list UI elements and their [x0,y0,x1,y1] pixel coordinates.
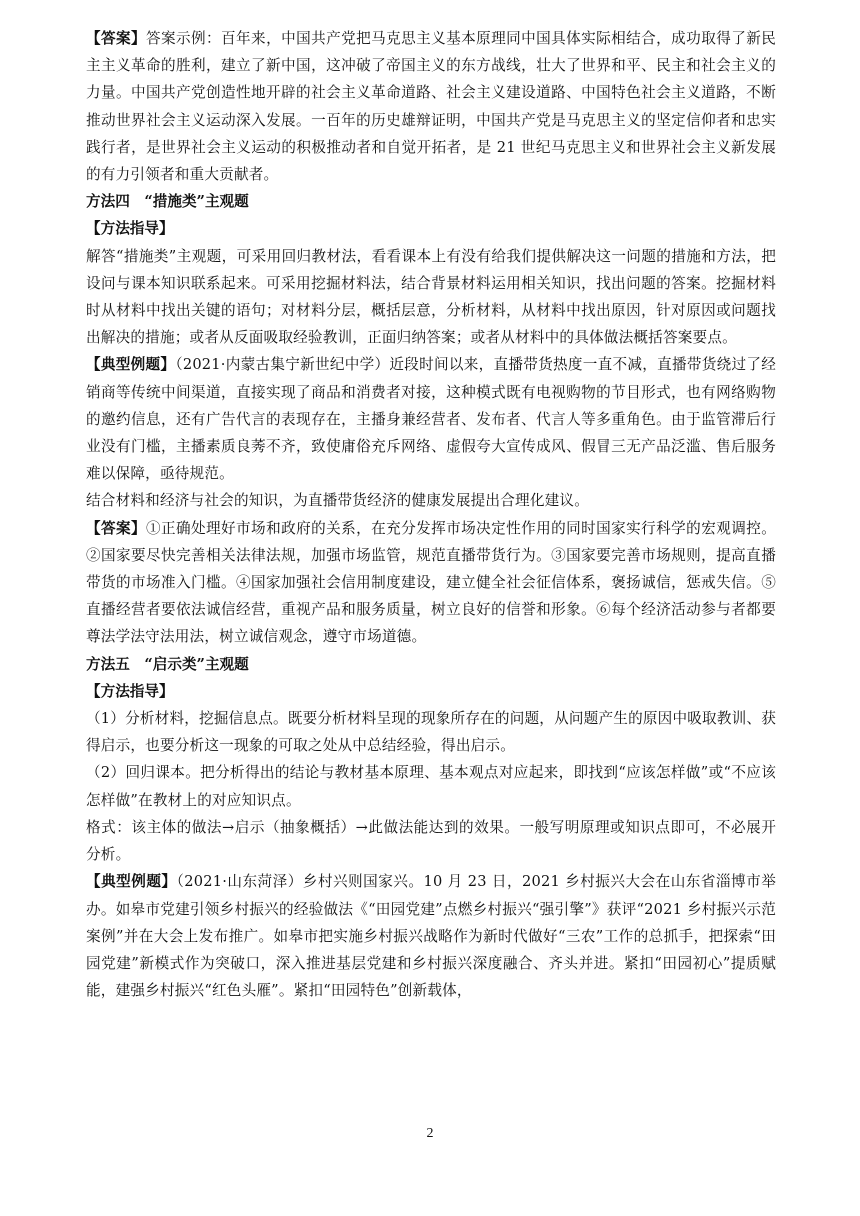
method-five-heading: 方法五 “启示类”主观题 [86,655,249,673]
example-text-2: （2021·山东菏泽）乡村兴则国家兴。10 月 23 日，2021 乡村振兴大会在山东省淄博市举办。如皋市党建引领乡村振兴的经验做法《“田园党建”点燃乡村振兴“强引擎”》获评“2021 乡村振兴示范案例”并在大会上发布推广。如皋市把实施乡村振兴战略作为新时代做好“三农”工作的总抓手，把探索“田园党建”新模式作为突破口，深入推进基层党建和乡村振兴深度融合、齐头并进。紧扣“田园初心”提质赋能，建强乡村振兴“红色头雁”。紧扣“田园特色”创新载体， [86,873,777,1000]
answer-text-2: ①正确处理好市场和政府的关系，在充分发挥市场决定性作用的同时国家实行科学的宏观调控。②国家要尽快完善相关法律法规，加强市场监管，规范直播带货行为。③国家要完善市场规则，提高直播带货的市场准入门槛。④国家加强社会信用制度建设，建立健全社会征信体系，褒扬诚信，惩戒失信。⑤直播经营者要依法诚信经营，重视产品和服务质量，树立良好的信誉和形象。⑥每个经济活动参与者都要尊法学法守法用法，树立诚信观念，遵守市场道德。 [86,519,776,646]
example-text: （2021·内蒙古集宁新世纪中学）近段时间以来，直播带货热度一直不减，直播带货绕过了经销商等传统中间渠道，直接实现了商品和消费者对接，这种模式既有电视购物的节目形式，也有网络购物的邀约信息，还有广告代言的表现存在，主播身兼经营者、发布者、代言人等多重角色。由于监管滞后行业没有门槛，主播素质良莠不齐，致使庸俗充斥网络、虚假夸大宣传成风、假冒三无产品泛滥、售后服务难以保障，亟待规范。 [86,356,777,483]
format-text: 格式：该主体的做法→启示（抽象概括）→此做法能达到的效果。一般写明原理或知识点即可，不必展开分析。 [86,818,776,864]
method-four-heading: 方法四 “措施类”主观题 [86,193,249,211]
answer-label-2: 【答案】 [86,519,147,537]
method-guide-label-2: 【方法指导】 [86,682,174,700]
example-paragraph-2 [86,868,776,1004]
page-number: 2 [426,1126,434,1141]
answer-text: 答案示例：百年来，中国共产党把马克思主义基本原理同中国具体实际相结合，成功取得了新民主主义革命的胜利，建立了新中国，这冲破了帝国主义的东方战线，壮大了世界和平、民主和社会主义的力量。中国共产党创造性地开辟的社会主义革命道路、社会主义建设道路、中国特色社会主义道路，不断推动世界社会主义运动深入发展。一百年的历史雄辩证明，中国共产党是马克思主义的坚定信仰者和忠实践行者，是世界社会主义运动的积极推动者和自觉开拓者，是 21 世纪马克思主义和世界社会主义新发展的有力引领者和重大贡献者。 [86,30,776,184]
example-paragraph [86,351,776,487]
answer-paragraph-2 [86,515,776,651]
method-guide-label: 【方法指导】 [86,220,174,238]
answer-paragraph [86,25,776,188]
example-label-2: 【典型例题】 [86,873,177,891]
guide-point-1: （1）分析材料，挖掘信息点。既要分析材料呈现的现象所存在的问题，从问题产生的原因中吸取教训、获得启示，也要分析这一现象的可取之处从中总结经验，得出启示。 [86,710,777,755]
answer-label: 【答案】 [86,30,147,47]
example-label: 【典型例题】 [86,356,176,374]
guide-point-2: （2）回归课本。把分析得出的结论与教材基本原理、基本观点对应起来，即找到“应该怎样做”或“不应该怎样做”在教材上的对应知识点。 [86,764,776,809]
example-question: 结合材料和经济与社会的知识，为直播带货经济的健康发展提出合理化建议。 [86,492,589,510]
document-page [86,25,776,1004]
method-guide-text: 解答“措施类”主观题，可采用回归教材法，看看课本上有没有给我们提供解决这一问题的措施和方法，把设问与课本知识联系起来。可采用挖掘材料法，结合背景材料运用相关知识，找出问题的答案。挖掘材料时从材料中找出关键的语句；对材料分层，概括层意，分析材料，从材料中找出原因，针对原因或问题找出解决的措施；或者从反面吸取经验教训，正面归纳答案；或者从材料中的具体做法概括答案要点。 [86,247,776,347]
